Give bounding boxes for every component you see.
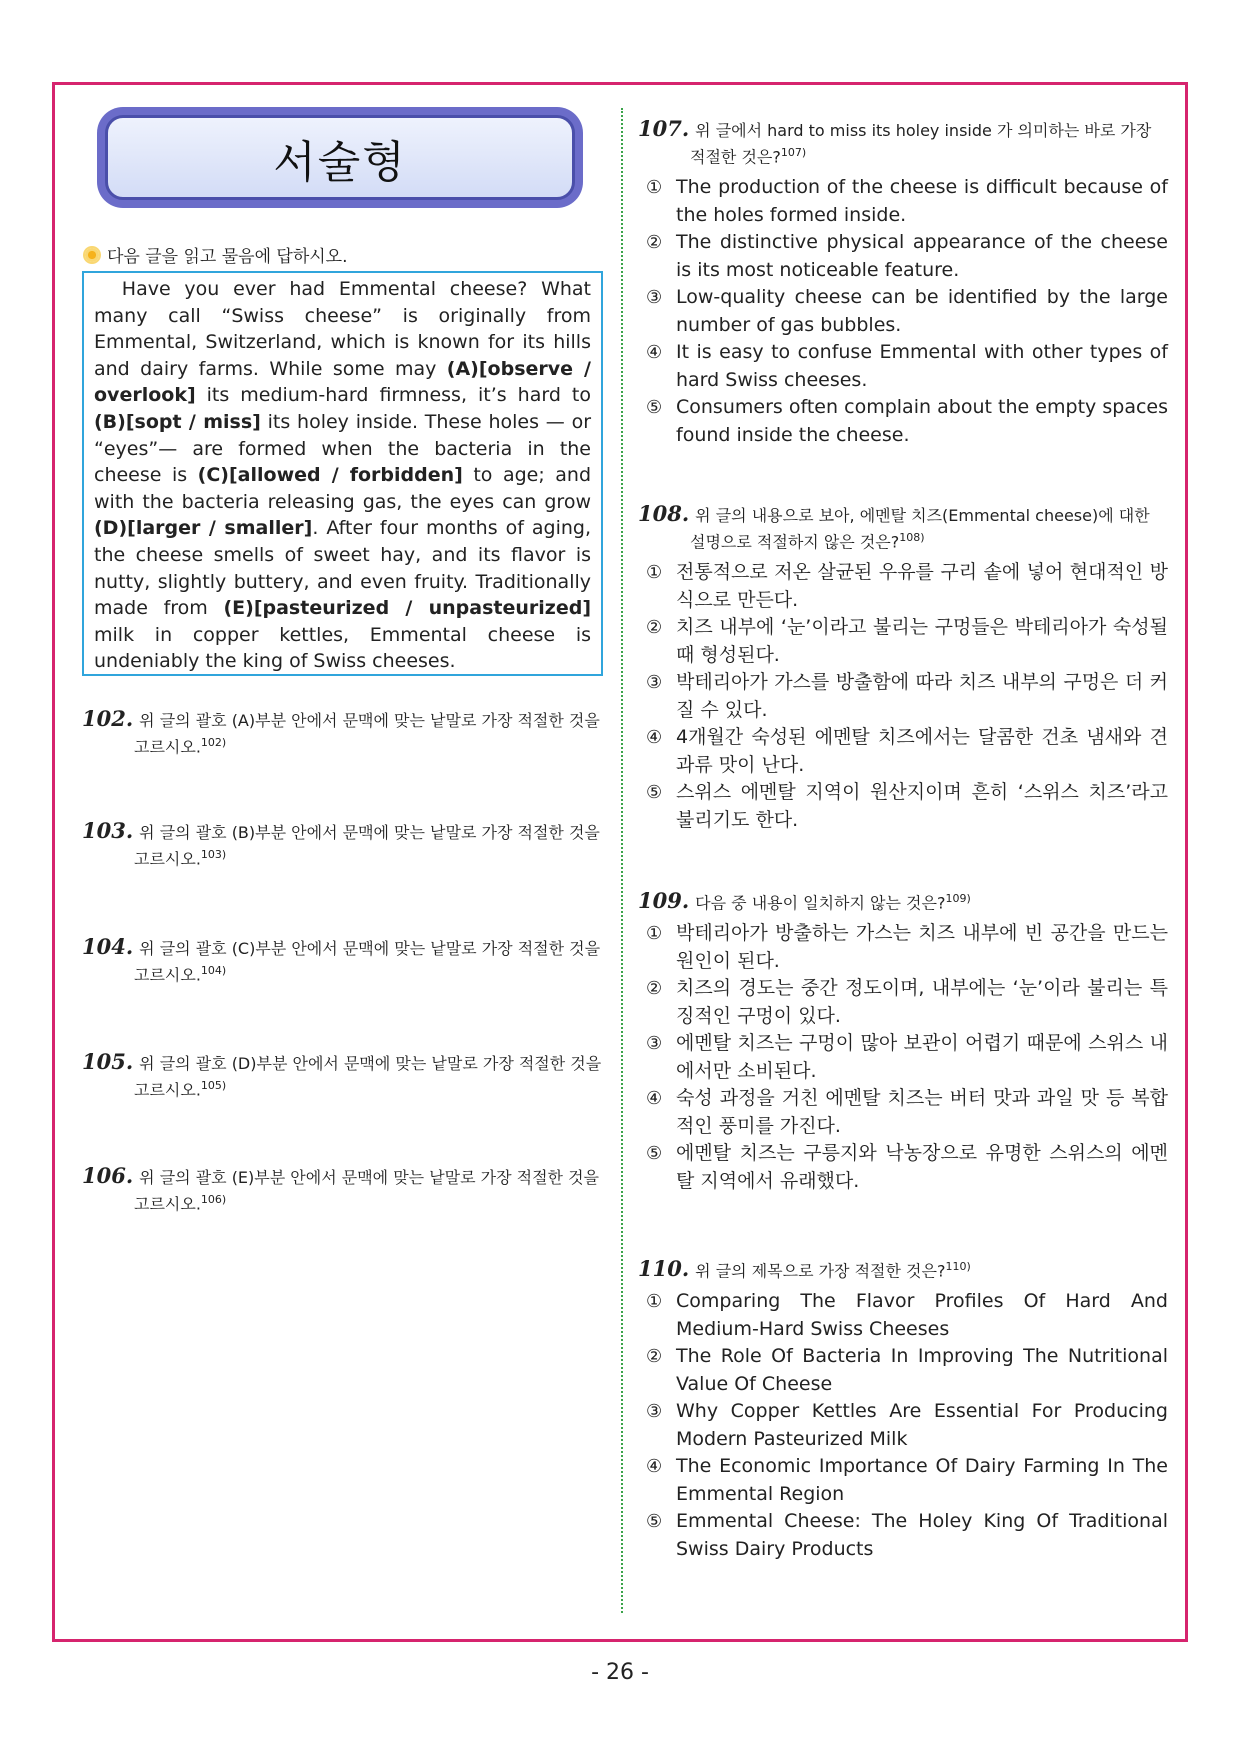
option-marker: ①	[646, 562, 663, 584]
answer-option[interactable]	[638, 339, 1168, 394]
footnote-ref: 104)	[200, 964, 227, 977]
question	[638, 888, 1168, 1195]
instruction	[85, 242, 348, 267]
option-marker: ②	[646, 978, 663, 1000]
question-number: 107.	[638, 116, 690, 141]
column-divider	[621, 108, 623, 1613]
answer-option[interactable]	[638, 779, 1168, 834]
reading-passage	[82, 271, 603, 676]
option-marker: ③	[646, 672, 663, 694]
blank-choice: (E)[pasteurized / unpasteurized]	[223, 597, 592, 620]
question-number: 109.	[638, 888, 690, 914]
answer-option[interactable]	[638, 920, 1168, 975]
question-number: 106.	[82, 1163, 134, 1188]
section-title-inner	[105, 115, 575, 200]
question-text: 위 글에서 hard to miss its holey inside 가 의미하는 바로 가장 적절한 것은?	[690, 121, 1152, 167]
question	[638, 503, 1168, 834]
answer-option[interactable]	[638, 1343, 1168, 1398]
blank-choice: (A)[observe / overlook]	[94, 357, 591, 407]
answer-options	[638, 1288, 1168, 1563]
option-marker: ③	[646, 1401, 663, 1423]
question-text: 위 글의 괄호 (E)부분 안에서 문맥에 맞는 낱말로 가장 적절한 것을 고르시오.	[134, 1168, 600, 1214]
option-marker: ④	[646, 1456, 663, 1478]
answer-option[interactable]	[638, 394, 1168, 449]
question-stem	[82, 708, 612, 758]
blank-choice: (B)[sopt / miss]	[94, 410, 261, 433]
option-text: 치즈 내부에 ‘눈’이라고 불리는 구멍들은 박테리아가 숙성될 때 형성된다.	[676, 616, 1168, 666]
option-text: Low-quality cheese can be identified by the large number of gas bubbles.	[676, 286, 1168, 336]
footnote-ref: 103)	[200, 848, 227, 861]
passage-text: Have you ever had Emmental cheese? What many call “Swiss cheese” is originally from Emmental, Switzerland, which is known for its hills and dairy farms. While some may	[94, 278, 591, 380]
answer-option[interactable]	[638, 1140, 1168, 1195]
question	[82, 1165, 612, 1215]
passage-text: to age; and with the bacteria releasing gas, the eyes can grow	[94, 464, 592, 513]
option-marker: ①	[646, 923, 663, 945]
question-text: 위 글의 제목으로 가장 적절한 것은?	[695, 1261, 946, 1281]
question-stem	[82, 820, 612, 870]
option-text: 전통적으로 저온 살균된 우유를 구리 솥에 넣어 현대적인 방식으로 만든다.	[676, 561, 1168, 611]
question-number: 102.	[82, 706, 134, 731]
question	[82, 820, 612, 870]
option-marker: ①	[646, 1291, 663, 1313]
flower-icon	[85, 248, 99, 262]
question-number: 108.	[638, 501, 690, 526]
option-marker: ②	[646, 1346, 663, 1368]
question-text: 위 글의 괄호 (A)부분 안에서 문맥에 맞는 낱말로 가장 적절한 것을 고르시오.	[134, 711, 600, 757]
option-marker: ⑤	[646, 1511, 663, 1533]
option-text: It is easy to confuse Emmental with other types of hard Swiss cheeses.	[676, 341, 1168, 391]
question-number: 103.	[82, 818, 134, 843]
answer-option[interactable]	[638, 559, 1168, 614]
section-title-badge	[97, 107, 583, 208]
option-marker: ①	[646, 177, 663, 199]
question-stem	[82, 936, 612, 986]
question-stem	[638, 888, 1168, 914]
option-text: The distinctive physical appearance of the cheese is its most noticeable feature.	[676, 231, 1168, 281]
footnote-ref: 110)	[945, 1260, 971, 1273]
question	[82, 936, 612, 986]
question	[638, 1256, 1168, 1563]
option-marker: ⑤	[646, 397, 663, 419]
footnote-ref: 107)	[780, 146, 807, 159]
answer-option[interactable]	[638, 1508, 1168, 1563]
option-marker: ④	[646, 1088, 663, 1110]
answer-option[interactable]	[638, 724, 1168, 779]
option-text: The Economic Importance Of Dairy Farming In The Emmental Region	[676, 1455, 1168, 1505]
answer-option[interactable]	[638, 1398, 1168, 1453]
option-marker: ④	[646, 342, 663, 364]
passage-text: . After four months of aging, the cheese smells of sweet hay, and its flavor is nutty, slightly buttery, and even fruity. Traditionally made from	[94, 517, 591, 620]
option-text: 숙성 과정을 거친 에멘탈 치즈는 버터 맛과 과일 맛 등 복합적인 풍미를 가진다.	[676, 1087, 1168, 1137]
question-stem	[638, 1256, 1168, 1282]
question-number: 104.	[82, 934, 134, 959]
answer-option[interactable]	[638, 1453, 1168, 1508]
option-marker: ⑤	[646, 782, 663, 804]
question-number: 105.	[82, 1049, 134, 1074]
answer-options	[638, 174, 1168, 449]
footnote-ref: 102)	[200, 736, 227, 749]
instruction-text: 다음 글을 읽고 물음에 답하시오.	[107, 247, 348, 267]
option-text: 박테리아가 가스를 방출함에 따라 치즈 내부의 구멍은 더 커질 수 있다.	[676, 671, 1168, 721]
passage-text: its holey inside. These holes — or “eyes”— are formed when the bacteria in the cheese is	[94, 410, 591, 487]
option-text: Comparing The Flavor Profiles Of Hard And Medium-Hard Swiss Cheeses	[676, 1290, 1168, 1340]
footnote-ref: 105)	[200, 1079, 227, 1092]
option-text: 박테리아가 방출하는 가스는 치즈 내부에 빈 공간을 만드는 원인이 된다.	[676, 922, 1168, 972]
question-text: 위 글의 내용으로 보아, 에멘탈 치즈(Emmental cheese)에 대한 설명으로 적절하지 않은 것은?	[690, 506, 1150, 552]
option-text: The Role Of Bacteria In Improving The Nutritional Value Of Cheese	[676, 1345, 1168, 1395]
question-stem	[638, 118, 1168, 168]
option-text: Emmental Cheese: The Holey King Of Traditional Swiss Dairy Products	[676, 1510, 1168, 1560]
question	[638, 118, 1168, 449]
question-number: 110.	[638, 1256, 690, 1282]
answer-option[interactable]	[638, 1030, 1168, 1085]
option-text: 에멘탈 치즈는 구멍이 많아 보관이 어렵기 때문에 스위스 내에서만 소비된다.	[676, 1032, 1168, 1082]
option-marker: ④	[646, 727, 663, 749]
answer-option[interactable]	[638, 1085, 1168, 1140]
question-text: 다음 중 내용이 일치하지 않는 것은?	[695, 893, 946, 913]
blank-choice: (C)[allowed / forbidden]	[197, 464, 463, 487]
option-marker: ③	[646, 1033, 663, 1055]
option-text: Why Copper Kettles Are Essential For Producing Modern Pasteurized Milk	[676, 1400, 1168, 1450]
answer-option[interactable]	[638, 284, 1168, 339]
question	[82, 1051, 612, 1101]
answer-option[interactable]	[638, 669, 1168, 724]
answer-option[interactable]	[638, 614, 1168, 669]
question-stem	[638, 503, 1168, 553]
question-stem	[82, 1051, 612, 1101]
answer-option[interactable]	[638, 229, 1168, 284]
answer-options	[638, 920, 1168, 1195]
footnote-ref: 106)	[200, 1193, 227, 1206]
option-text: 스위스 에멘탈 지역이 원산지이며 흔히 ‘스위스 치즈’라고 불리기도 한다.	[676, 781, 1168, 831]
answer-option[interactable]	[638, 1288, 1168, 1343]
question-text: 위 글의 괄호 (B)부분 안에서 문맥에 맞는 낱말로 가장 적절한 것을 고르시오.	[134, 823, 600, 869]
answer-options	[638, 559, 1168, 834]
footnote-ref: 109)	[945, 892, 971, 905]
option-text: Consumers often complain about the empty spaces found inside the cheese.	[676, 396, 1168, 446]
option-text: 에멘탈 치즈는 구릉지와 낙농장으로 유명한 스위스의 에멘탈 지역에서 유래했다.	[676, 1142, 1168, 1192]
option-marker: ②	[646, 617, 663, 639]
option-text: 4개월간 숙성된 에멘탈 치즈에서는 달콤한 건초 냄새와 견과류 맛이 난다.	[676, 726, 1168, 776]
blank-choice: (D)[larger / smaller]	[94, 517, 313, 540]
option-marker: ⑤	[646, 1143, 663, 1165]
section-title: 서술형	[273, 136, 407, 188]
option-text: 치즈의 경도는 중간 정도이며, 내부에는 ‘눈’이라 불리는 특징적인 구멍이 있다.	[676, 977, 1168, 1027]
option-marker: ②	[646, 232, 663, 254]
question-text: 위 글의 괄호 (D)부분 안에서 문맥에 맞는 낱말로 가장 적절한 것을 고르시오.	[134, 1054, 602, 1100]
answer-option[interactable]	[638, 975, 1168, 1030]
answer-option[interactable]	[638, 174, 1168, 229]
question	[82, 708, 612, 758]
passage-text: milk in copper kettles, Emmental cheese is undeniably the king of Swiss cheeses.	[94, 623, 591, 673]
question-stem	[82, 1165, 612, 1215]
page-number: - 26 -	[591, 1660, 649, 1685]
passage-text: its medium-hard firmness, it’s hard to	[195, 384, 591, 407]
option-text: The production of the cheese is difficult because of the holes formed inside.	[676, 176, 1168, 226]
option-marker: ③	[646, 287, 663, 309]
question-text: 위 글의 괄호 (C)부분 안에서 문맥에 맞는 낱말로 가장 적절한 것을 고르시오.	[134, 939, 601, 985]
footnote-ref: 108)	[899, 531, 925, 544]
